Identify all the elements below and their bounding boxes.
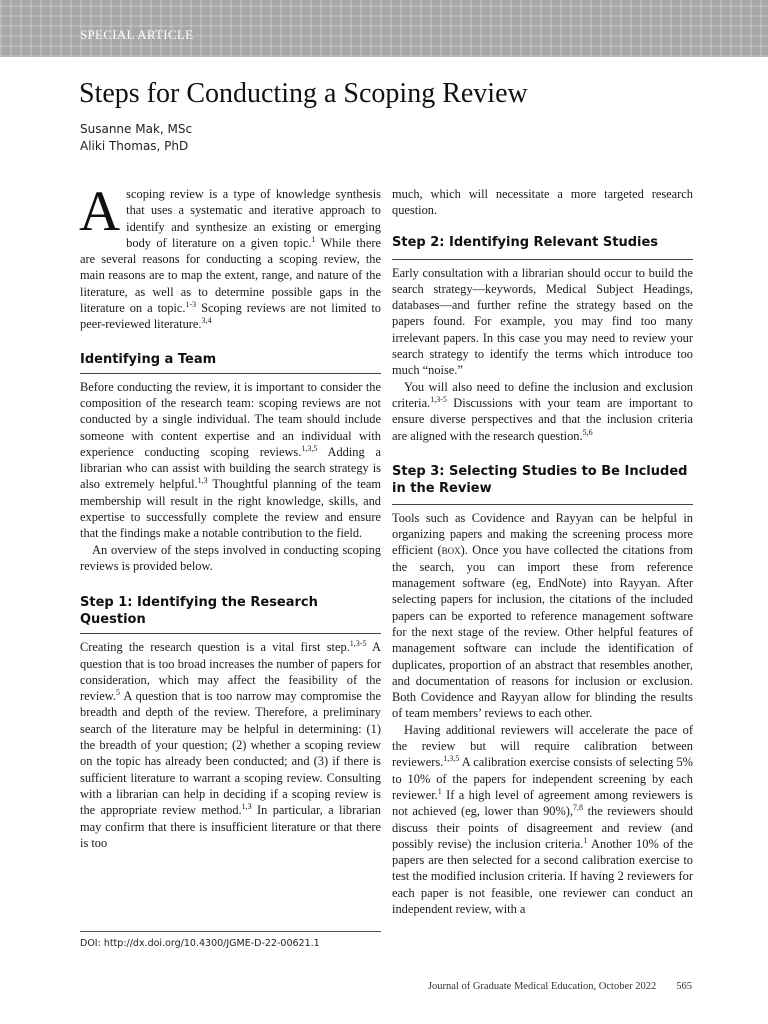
citation: 1,3 xyxy=(197,476,208,486)
author-name: Aliki Thomas, PhD xyxy=(80,139,189,153)
drop-cap: A xyxy=(79,180,121,243)
paragraph: Creating the research question is a vital first step.$^{1,3-5}$ A question that is too broad increases the number of papers for consideration, which may affect the feasibility of the review.$^5$ A question that is too narrow may compromise the breadth and depth of the review. Therefore, a preliminary search of the literature may be helpful in determining: (1) the breadth of your question; (2) whether a scoping review on the topic has already been conducted; and (3) if there is sufficient literature to warrant a scoping review. Consulting with a librarian can help in deciding if a scoping review is the appropriate review method.$^{1,3}$ In particular, a librarian may confirm that there is insufficient literature or that there is too xyxy=(80,639,381,850)
citation: 1,3,5 xyxy=(301,443,318,453)
paragraph: much, which will necessitate a more targeted research question. xyxy=(392,187,693,218)
citation: 3,4 xyxy=(201,316,212,326)
section-heading-step3: Step 3: Selecting Studies to Be Included in the Review xyxy=(392,463,688,496)
citation: 5,6 xyxy=(582,427,593,437)
page-footer xyxy=(428,981,692,992)
citation: 1 xyxy=(583,835,588,845)
citation: 1-3 xyxy=(185,299,197,309)
intro-paragraph: A scoping review is a type of knowledge synthesis that uses a systematic and iterative approach to identify and synthesize an existing or emerging body of literature on a given topic.$^1$ While there are several reasons for conducting a scoping review, the main reasons are to map the extent, range, and nature of the literature, as well as to determine possible gaps in the literature on a topic.$^{1-3}$ Scoping reviews are not limited to peer-reviewed literature.$^{3,4}$ xyxy=(79,180,381,332)
article-title: Steps for Conducting a Scoping Review xyxy=(79,78,528,109)
citation: 1 xyxy=(437,786,442,796)
section-heading-team: Identifying a Team xyxy=(80,351,217,367)
paragraph: You will also need to define the inclusion and exclusion criteria.$^{1,3-5}$ Discussions with your team are important to ensure diverse perspectives and that the inclusion criteria are aligned with the research question.$^{5,6}$ xyxy=(392,379,693,443)
section-divider xyxy=(80,373,381,374)
right-column xyxy=(392,186,693,917)
footnote-divider xyxy=(80,931,381,932)
header-banner xyxy=(0,0,768,57)
paragraph: Early consultation with a librarian should occur to build the search strategy—keywords, Medical Subject Headings, databases—and further refine the strategy based on the papers found. For example, you may find too many irrelevant papers. In this case you may need to review your search strategy to identify the terms which introduce too much “noise.” xyxy=(392,265,693,378)
section-divider xyxy=(392,504,693,505)
author-list xyxy=(80,121,192,155)
citation: 1 xyxy=(311,234,316,244)
left-column xyxy=(79,180,381,851)
citation: 1,3-5 xyxy=(349,639,367,649)
section-heading-step1: Step 1: Identifying the Research Question xyxy=(80,595,318,628)
section-divider xyxy=(392,259,693,260)
citation: 1,3 xyxy=(241,802,252,812)
box-reference[interactable]: box xyxy=(441,543,461,558)
citation: 1,3,5 xyxy=(443,754,460,764)
doi-link[interactable]: DOI: http://dx.doi.org/10.4300/JGME-D-22-00621.1 xyxy=(80,938,320,949)
citation: 1,3-5 xyxy=(430,394,447,404)
paragraph: Having additional reviewers will accelerate the pace of the review but will require calibration between reviewers.$^{1,3,5}$ A calibration exercise consists of selecting 5% to 10% of the papers for independent screening by each reviewer.$^1$ If a high level of agreement among reviewers is not achieved (eg, lower than 90%),$^{7,8}$ the reviewers should discuss their points of disagreement and review (and possibly revise) the inclusion criteria.$^1$ Another 10% of the papers are then selected for a second calibration exercise to test the modified inclusion criteria. If having 2 reviewers for each paper is not feasible, one reviewer can conduct an independent review, with a xyxy=(392,722,694,916)
journal-name: Journal of Graduate Medical Education, October 2022 xyxy=(427,981,657,992)
citation: 5 xyxy=(116,688,121,697)
paragraph: Tools such as Covidence and Rayyan can be helpful in organizing papers and making the screening process more efficient (box). Once you have collected the citations from the search, you can import these from reference management software (eg, EndNote) into Rayyan. After selecting papers for inclusion, the citations of the included papers can be exported to reference management software for the next stage of the review. Other helpful features of management software can include the identification of duplicates, proportion of an abstract that resembles another, and documentation of reasons for inclusion or exclusion. Both Covidence and Rayyan allow for blinding the results of team members’ reviews to each other. xyxy=(392,510,693,721)
page-number: 565 xyxy=(676,981,692,992)
section-divider xyxy=(80,633,381,634)
section-label: SPECIAL ARTICLE xyxy=(80,27,194,42)
author-name: Susanne Mak, MSc xyxy=(80,122,193,136)
section-heading-step2: Step 2: Identifying Relevant Studies xyxy=(392,234,659,250)
citation: 7,8 xyxy=(573,803,584,813)
paragraph: An overview of the steps involved in conducting scoping reviews is provided below. xyxy=(80,542,381,573)
paragraph: Before conducting the review, it is important to consider the composition of the research team: scoping reviews are not conducted by a single individual. The team should include someone with content expertise and an individual with experience conducting scoping reviews.$^{1,3,5}$ Adding a librarian who can assist with building the search strategy is also extremely helpful.$^{1,3}$ Thoughtful planning of the team membership will result in the right knowledge, skills, and expertise to successfully complete the review and ensure that the findings make a notable contribution to the field. xyxy=(80,379,381,541)
